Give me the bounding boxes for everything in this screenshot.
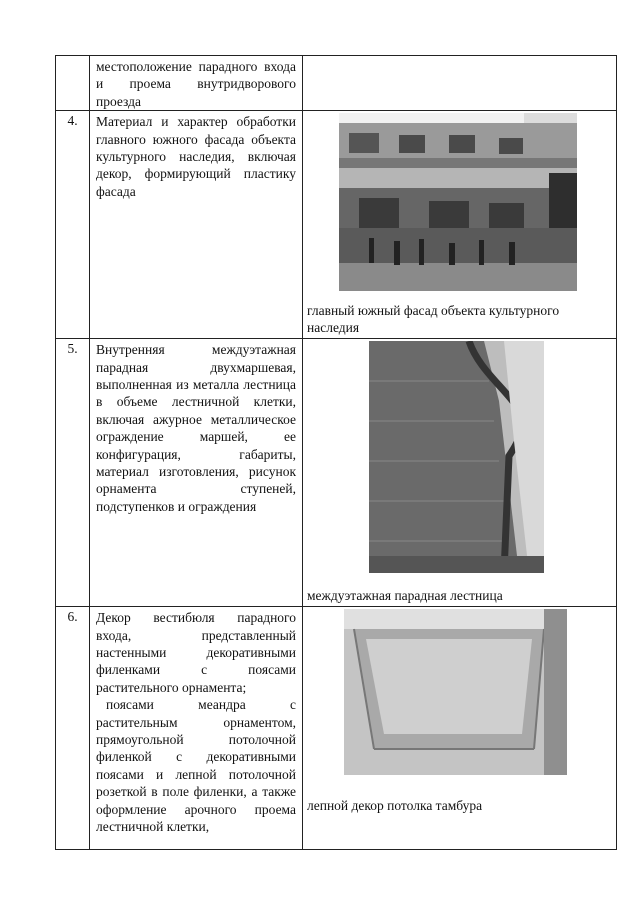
table-row bbox=[56, 339, 617, 607]
building-facade-photo bbox=[339, 113, 577, 291]
row-number: 6. bbox=[56, 607, 90, 850]
photo-caption: главный южный фасад объекта культурного наследия bbox=[307, 303, 560, 336]
row-description: Внутренняя междуэтажная парадная двухмаршевая, выполненная из металла лестница в объеме лестничной клетки, включая ажурное металлическое ограждение маршей, ее конфигурация, габариты, материал изготовления, рисунок орнамента ступеней, подступенков и ограждения bbox=[90, 339, 303, 607]
row-description bbox=[90, 607, 303, 850]
table-row bbox=[56, 111, 617, 339]
photo-caption: междуэтажная парадная лестница bbox=[307, 588, 503, 604]
row-description-part2: поясами меандра с растительным орнаментом, прямоугольной потолочной филенкой с декоративными поясами и лепной потолочной розеткой в поле филенки, а также оформление арочного проема лестничной клетки, bbox=[96, 697, 296, 835]
row-image-cell bbox=[303, 607, 617, 850]
ceiling-decor-photo bbox=[344, 609, 567, 775]
row-description: Материал и характер обработки главного южного фасада объекта культурного наследия, включая декор, формирующий пластику фасада bbox=[90, 111, 303, 339]
table-row bbox=[56, 56, 617, 111]
row-description: местоположение парадного входа и проема внутридворового проезда bbox=[90, 56, 303, 111]
staircase-photo bbox=[369, 341, 544, 573]
table-row bbox=[56, 607, 617, 850]
row-number: 5. bbox=[56, 339, 90, 607]
row-image-cell bbox=[303, 339, 617, 607]
row-number bbox=[56, 56, 90, 111]
table bbox=[55, 55, 617, 850]
heritage-table bbox=[55, 55, 601, 850]
row-description-part1: Декор вестибюля парадного входа, представленный настенными декоративными филенками с поясами растительного орнамента; bbox=[96, 610, 296, 695]
row-number: 4. bbox=[56, 111, 90, 339]
row-image-cell bbox=[303, 56, 617, 111]
photo-caption: лепной декор потолка тамбура bbox=[307, 798, 483, 814]
row-image-cell bbox=[303, 111, 617, 339]
